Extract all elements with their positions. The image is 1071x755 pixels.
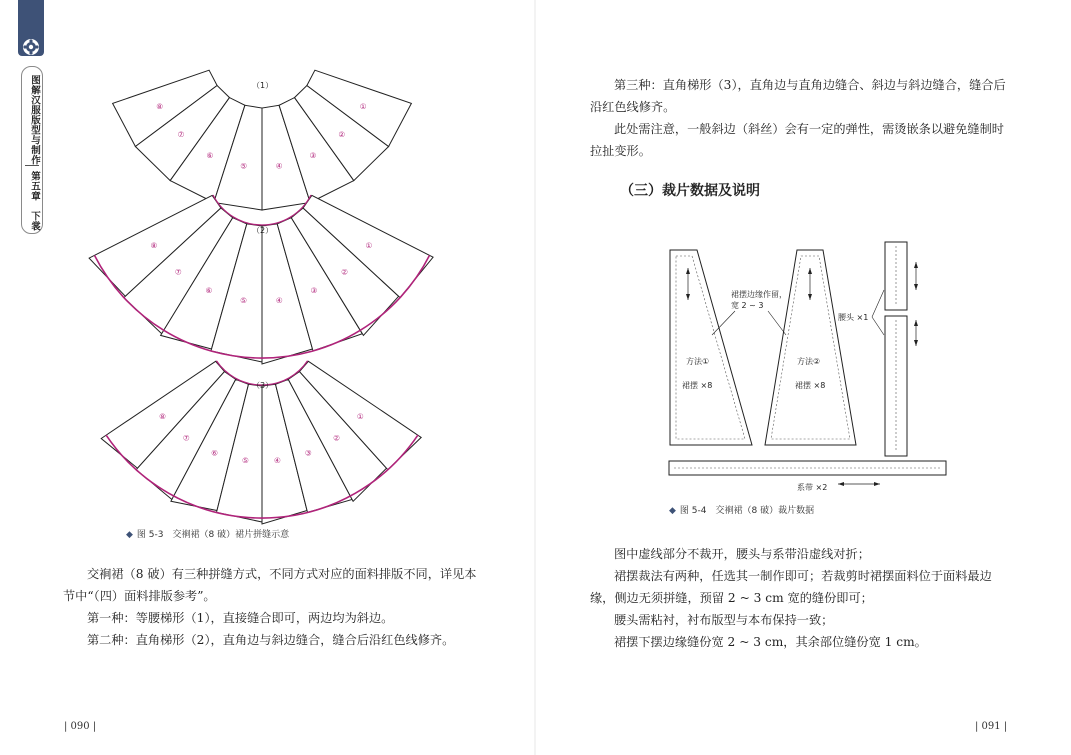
paragraph: 此处需注意，一般斜边（斜丝）会有一定的弹性，需烫嵌条以避免缝制时拉扯变形。 — [590, 122, 1004, 158]
panel-number: ⑦ — [182, 433, 190, 443]
panel-number: ⑦ — [174, 267, 182, 277]
left-body-text — [63, 563, 483, 651]
panel-number: ② — [341, 267, 348, 277]
skirt-piece-method-2 — [765, 250, 856, 445]
panel-number: ⑥ — [211, 448, 218, 458]
panel-number: ⑧ — [156, 101, 164, 111]
paragraph: 裙摆裁法有两种，任选其一制作即可；若裁剪时裙摆面料位于面料最边缘，侧边无须拼缝，预留 2 ~ 3 cm 宽的缝份即可； — [590, 569, 992, 605]
panel-number: ③ — [310, 286, 318, 295]
panel-number: ⑤ — [240, 161, 248, 171]
paragraph: 第三种：直角梯形（3），直角边与直角边缝合、斜边与斜边缝合，缝合后沿红色线修齐。 — [590, 78, 1006, 114]
panel-number: ⑥ — [206, 150, 214, 160]
panel-number: ③ — [309, 150, 317, 160]
paragraph: 第二种：直角梯形（2），直角边与斜边缝合，缝合后沿红色线修齐。 — [87, 633, 455, 647]
right-body-text-bottom — [590, 543, 1015, 653]
panel-number: ⑧ — [150, 240, 158, 250]
paragraph: 裙摆下摆边缘缝份宽 2 ~ 3 cm，其余部位缝份宽 1 cm。 — [614, 635, 927, 649]
panel-number: ① — [365, 240, 373, 250]
skirt-piece-method-1 — [670, 250, 752, 445]
panel-number: ⑧ — [159, 411, 166, 421]
method-1-label: 方法① — [686, 357, 710, 366]
piece-count-1: 裙摆 ×8 — [682, 381, 713, 390]
paragraph: 交裥裙（8 破）有三种拼缝方式，不同方式对应的面料排版不同，详见本节中“（四）面料排版参考”。 — [63, 567, 477, 603]
piece-count-2: 裙摆 ×8 — [795, 381, 826, 390]
panel-number: ① — [356, 411, 364, 421]
paragraph: 第一种：等腰梯形（1），直接缝合即可，两边均为斜边。 — [87, 611, 394, 625]
panel-number: ⑥ — [205, 286, 213, 295]
panel-number: ④ — [274, 456, 281, 465]
caption-text: 图 5-4 交裥裙（8 破）裁片数据 — [679, 506, 815, 516]
caption-diamond-icon: ◆ — [126, 530, 133, 540]
layout-label-1: （1） — [252, 81, 274, 90]
panel-number: ⑤ — [240, 295, 247, 305]
panel-number: ④ — [275, 161, 283, 171]
panel-number: ④ — [275, 295, 283, 305]
page-number-right: | 091 | — [975, 721, 1008, 732]
layout-label-3: （3） — [252, 381, 274, 390]
caption-text: 图 5-3 交裥裙（8 破）裙片拼缝示意 — [136, 530, 290, 540]
panel-number: ① — [359, 101, 367, 111]
waistband-label: 腰头 ×1 — [838, 313, 869, 322]
caption-diamond-icon: ◆ — [669, 506, 676, 516]
paragraph: 图中虚线部分不裁开，腰头与系带沿虚线对折； — [614, 547, 870, 561]
panel-number: ⑦ — [177, 130, 185, 140]
figure-5-3-caption — [126, 527, 289, 540]
leader-line — [768, 311, 786, 335]
section-heading: （三）裁片数据及说明 — [620, 183, 760, 199]
hem-note-line-1: 裙摆边缘作留， — [731, 290, 787, 299]
tie-label: 系带 ×2 — [797, 483, 828, 492]
book-title: 图解汉服版型与制作 — [29, 75, 40, 165]
tie-strap-piece — [669, 461, 946, 492]
page-number-left: | 090 | — [64, 721, 97, 732]
layout-label-2: （2） — [252, 226, 274, 235]
chapter-title: 第五章 下裳 — [29, 171, 40, 231]
panel-number: ⑤ — [242, 456, 249, 465]
panel-number: ③ — [304, 448, 312, 458]
method-2-label: 方法② — [797, 357, 821, 366]
panel-number: ② — [338, 130, 346, 140]
figure-5-4-caption — [669, 503, 814, 516]
hem-note-line-2: 宽 2 ~ 3 — [731, 301, 764, 310]
paragraph: 腰头需粘衬，衬布版型与本布保持一致； — [614, 613, 834, 627]
panel-number: ② — [333, 433, 340, 443]
